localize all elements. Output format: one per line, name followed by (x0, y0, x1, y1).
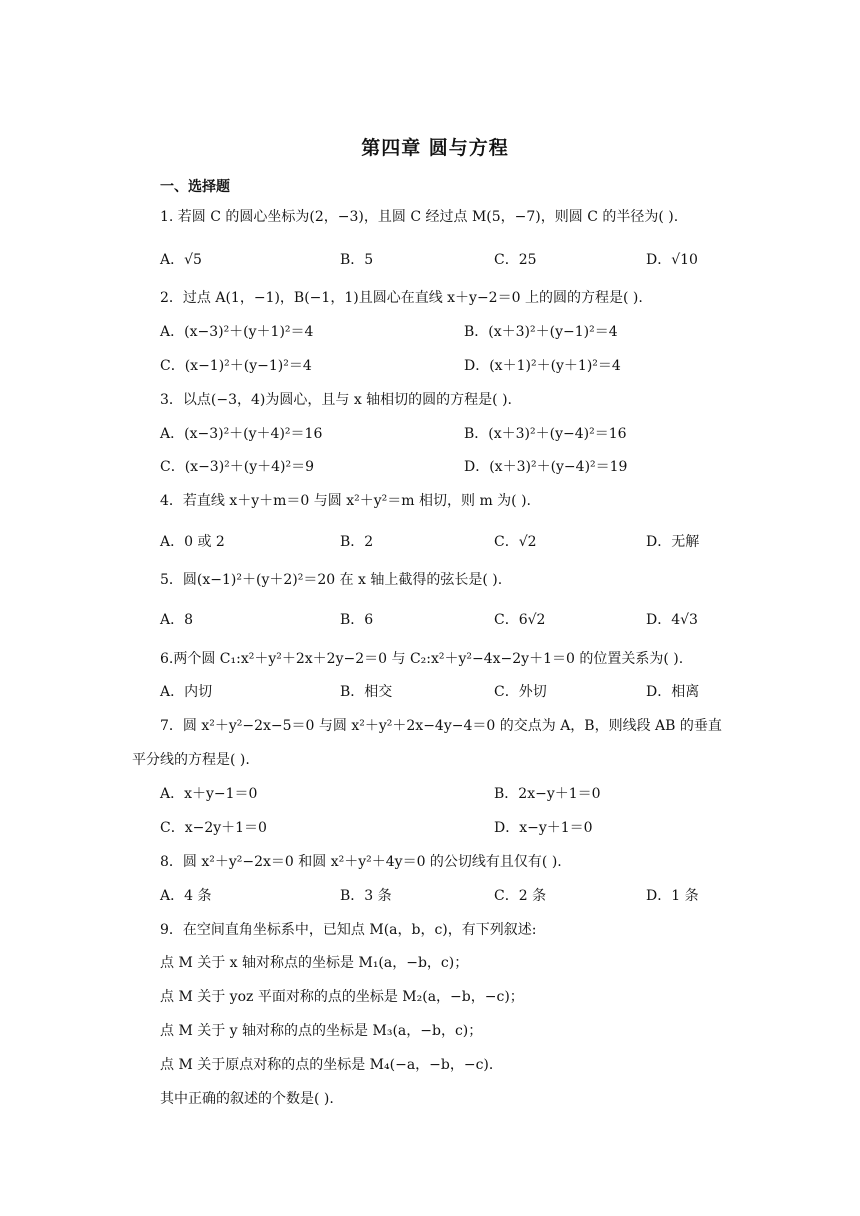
question-7-stem: 7．圆 x²＋y²−2x−5＝0 与圆 x²＋y²＋2x−4y−4＝0 的交点为 A，B，则线段 AB 的垂直 (160, 718, 722, 734)
q5-option-a: A．8 (160, 612, 194, 628)
q2-option-a: A．(x−3)²＋(y＋1)²＝4 (160, 324, 314, 340)
q6-option-c: C．外切 (494, 684, 547, 700)
q4-option-c: C．√2 (494, 534, 537, 550)
q5-option-b: B．6 (340, 612, 374, 628)
q9-statement-2: 点 M 关于 yoz 平面对称的点的坐标是 M₂(a，−b，−c)； (160, 989, 524, 1005)
chapter-title: 第四章 圆与方程 (361, 137, 509, 159)
question-8-stem: 8．圆 x²＋y²−2x＝0 和圆 x²＋y²＋4y＝0 的公切线有且仅有( ). (160, 854, 562, 870)
q8-option-c: C．2 条 (494, 888, 547, 904)
q1-option-d: D．√10 (646, 252, 698, 268)
question-4-stem: 4．若直线 x＋y＋m＝0 与圆 x²＋y²＝m 相切，则 m 为( ). (160, 493, 531, 509)
q4-option-a: A．0 或 2 (160, 534, 225, 550)
q9-ask: 其中正确的叙述的个数是( ). (160, 1091, 334, 1107)
q7-option-c: C．x−2y＋1＝0 (160, 820, 267, 836)
q5-option-c: C．6√2 (494, 612, 546, 628)
q7-option-b: B．2x−y＋1＝0 (494, 786, 601, 802)
question-6-stem: 6.两个圆 C₁:x²＋y²＋2x＋2y−2＝0 与 C₂:x²＋y²−4x−2y＋1＝0 的位置关系为( ). (160, 651, 684, 667)
q7-option-a: A．x＋y−1＝0 (160, 786, 258, 802)
q4-option-d: D．无解 (646, 534, 700, 550)
q5-option-d: D．4√3 (646, 612, 698, 628)
question-1-stem: 1. 若圆 C 的圆心坐标为(2，−3)，且圆 C 经过点 M(5，−7)，则圆 C 的半径为( ). (160, 209, 679, 225)
q2-option-b: B．(x＋3)²＋(y−1)²＝4 (464, 324, 618, 340)
q8-option-d: D．1 条 (646, 888, 699, 904)
question-2-stem: 2．过点 A(1，−1)，B(−1，1)且圆心在直线 x＋y−2＝0 上的圆的方程是( ). (160, 290, 643, 306)
section-heading: 一、选择题 (160, 179, 230, 195)
q6-option-a: A．内切 (160, 684, 213, 700)
q1-option-b: B．5 (340, 252, 374, 268)
q2-option-c: C．(x−1)²＋(y−1)²＝4 (160, 358, 312, 374)
question-9-stem: 9．在空间直角坐标系中，已知点 M(a，b，c)，有下列叙述: (160, 922, 537, 938)
question-5-stem: 5．圆(x−1)²＋(y＋2)²＝20 在 x 轴上截得的弦长是( ). (160, 572, 503, 588)
question-7-stem-continued: 平分线的方程是( ). (132, 752, 250, 768)
q9-statement-3: 点 M 关于 y 轴对称的点的坐标是 M₃(a，−b，c)； (160, 1023, 483, 1039)
q8-option-a: A．4 条 (160, 888, 212, 904)
q4-option-b: B．2 (340, 534, 374, 550)
q7-option-d: D．x−y＋1＝0 (494, 820, 593, 836)
q3-option-a: A．(x−3)²＋(y＋4)²＝16 (160, 426, 323, 442)
q3-option-b: B．(x＋3)²＋(y−4)²＝16 (464, 426, 627, 442)
q2-option-d: D．(x＋1)²＋(y＋1)²＝4 (464, 358, 621, 374)
q9-statement-1: 点 M 关于 x 轴对称点的坐标是 M₁(a，−b，c)； (160, 955, 469, 971)
q1-option-a: A．√5 (160, 252, 202, 268)
q3-option-d: D．(x＋3)²＋(y−4)²＝19 (464, 459, 628, 475)
question-3-stem: 3．以点(−3，4)为圆心，且与 x 轴相切的圆的方程是( ). (160, 392, 512, 408)
q6-option-d: D．相离 (646, 684, 700, 700)
q9-statement-4: 点 M 关于原点对称的点的坐标是 M₄(−a，−b，−c)． (160, 1057, 503, 1073)
q8-option-b: B．3 条 (340, 888, 392, 904)
q6-option-b: B．相交 (340, 684, 393, 700)
q1-option-c: C．25 (494, 252, 537, 268)
q3-option-c: C．(x−3)²＋(y＋4)²＝9 (160, 459, 315, 475)
